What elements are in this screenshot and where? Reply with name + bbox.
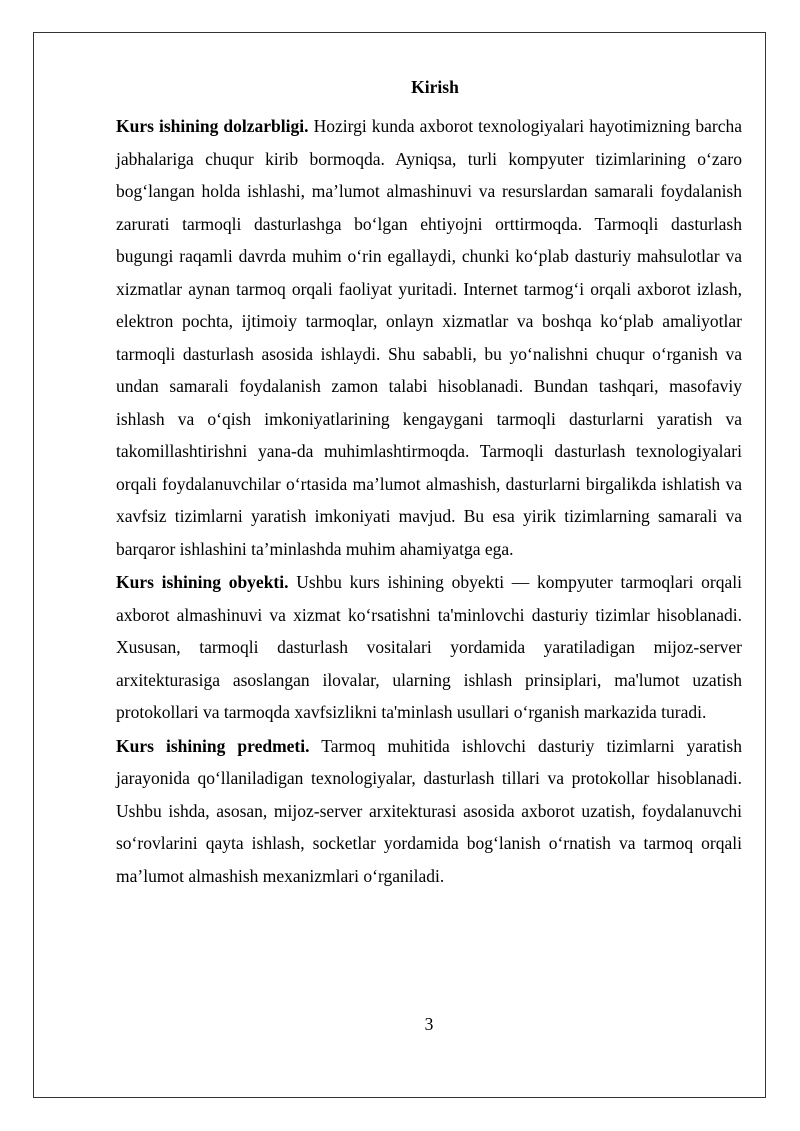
section-title: Kirish <box>411 77 459 97</box>
paragraph-text-relevance: Hozirgi kunda axborot texnologiyalari hayotimizning barcha jabhalariga chuqur kirib bormoqda. Ayniqsa, turli kompyuter tizimlarining o‘zaro bog‘langan holda ishlashi, ma’lumot almashinuvi va resurslardan samarali foydalanish zarurati tarmoqli dasturlashga bo‘lgan ehtiyojni orttirmoqda. Tarmoqli dasturlash bugungi raqamli davrda muhim o‘rin egallaydi, chunki ko‘plab dasturiy mahsulotlar va xizmatlar aynan tarmoq orqali faoliyat yuritadi. Internet tarmog‘i orqali axborot izlash, elektron pochta, ijtimoiy tarmoqlar, onlayn xizmatlar va boshqa ko‘plab amaliyotlar tarmoqli dasturlash asosida ishlaydi. Shu sababli, bu yo‘nalishni chuqur o‘rganish va undan samarali foydalanish zamon talabi hisoblanadi. Bundan tashqari, masofaviy ishlash va o‘qish imkoniyatlarining kengaygani tarmoqli dasturlarni yaratish va takomillashtirishni yana-da muhimlashtirmoqda. Tarmoqli dasturlash texnologiyalari orqali foydalanuvchilar o‘rtasida ma’lumot almashish, dasturlarni birgalikda ishlatish va xavfsiz tizimlarni yaratish imkoniyati mavjud. Bu esa yirik tizimlarning samarali va barqaror ishlashini ta’minlashda muhim ahamiyatga ega. <box>116 116 742 559</box>
paragraph-lead-subject: Kurs ishining predmeti. <box>116 735 310 756</box>
paragraph-lead-object: Kurs ishining obyekti. <box>116 572 289 592</box>
paragraph-text-subject: Tarmoq muhitida ishlovchi dasturiy tizimlarni yaratish jarayonida qo‘llaniladigan texnologiyalar, dasturlash tillari va protokollar hisoblanadi. Ushbu ishda, asosan, mijoz-server arxitekturasi asosida axborot uzatish, foydalanuvchi so‘rovlarini qayta ishlash, socketlar yordamida bog‘lanish o‘rnatish va tarmoq orqali ma’lumot almashish mexanizmlari o‘rganiladi. <box>116 735 742 886</box>
paragraph-subject <box>116 730 742 893</box>
paragraph-lead-relevance: Kurs ishining dolzarbligi. <box>116 116 309 136</box>
paragraph-text-object: Ushbu kurs ishining obyekti — kompyuter tarmoqlari orqali axborot almashinuvi va xizmat ko‘rsatishni ta'minlovchi dasturiy tizimlar hisoblanadi. Xususan, tarmoqli dasturlash vositalari yordamida yaratiladigan mijoz-server arxitekturasiga asoslangan ilovalar, ularning ishlash prinsiplari, ma'lumot uzatish protokollari va tarmoqda xavfsizlikni ta'minlash usullari o‘rganish markazida turadi. <box>116 572 742 722</box>
paragraph-relevance <box>116 110 742 565</box>
page-number: 3 <box>424 1014 434 1034</box>
page-content <box>116 70 742 892</box>
paragraph-object <box>116 566 742 729</box>
